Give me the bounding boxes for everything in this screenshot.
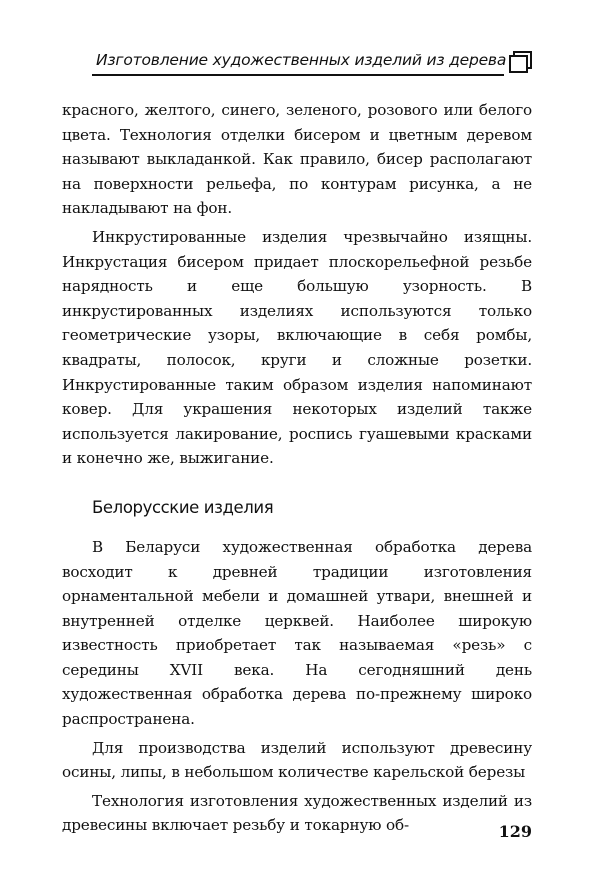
page-number: 129: [498, 822, 532, 841]
header-rule: [92, 74, 504, 76]
paragraph: красного, желтого, синего, зеленого, розового или белого цвета. Технология отделки бисером и цветным деревом называют выкладанкой. Как правило, бисер располагают на поверхности рельефа, по контурам рисунка, а не накладывают на фон.: [62, 101, 532, 218]
paragraph: Технология изготовления художественных изделий из древесины включает резьбу и токарную об-: [62, 791, 532, 835]
running-header: [62, 42, 536, 78]
body-text: [62, 98, 532, 838]
paragraph: В Беларуси художественная обработка дерева восходит к древней традиции изготовления орнаментальной мебели и домашней утвари, внешней и внутренней отделке церквей. Наиболее широкую известность приобретает так называемая «резь» с середины XVII века. На сегодняшний день художественная обработка дерева по-прежнему широко распространена.: [62, 537, 532, 729]
paragraph: Для производства изделий используют древесину осины, липы, в небольшом количестве карельской березы: [62, 738, 532, 782]
section-heading: Белорусские изделия: [92, 497, 274, 517]
paragraph: Инкрустированные изделия чрезвычайно изящны. Инкрустация бисером придает плоскорельефной резьбе нарядность и еще большую узорность. В инкрустированных изделиях используются только геометрические узоры, включающие в себя ромбы, квадраты, полосок, круги и сложные розетки. Инкрустированные таким образом изделия напоминают ковер. Для украшения некоторых изделий также используется лакирование, роспись гуашевыми красками и конечно же, выжигание.: [62, 227, 532, 468]
running-title: Изготовление художественных изделий из дерева: [96, 51, 507, 69]
book-icon: [508, 50, 534, 74]
